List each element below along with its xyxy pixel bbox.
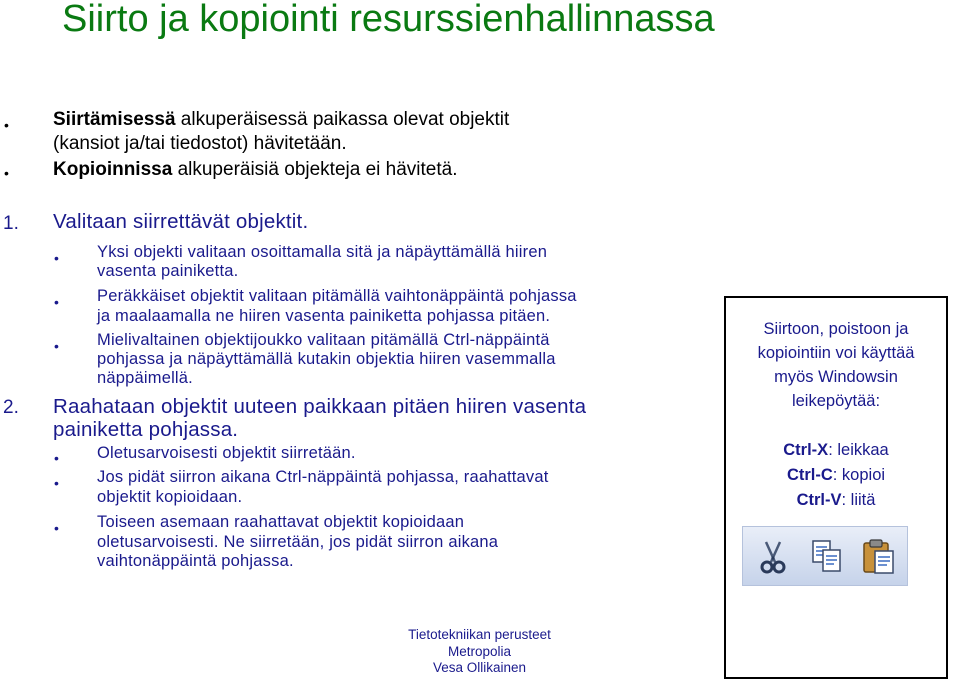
intro-1-keyword: Siirtämisessä [53, 109, 176, 130]
sidebox-line-4: leikepöytää: [791, 392, 881, 410]
sidebox-line-1: Siirtoon, poistoon ja [763, 320, 909, 338]
intro-1-line-2: (kansiot ja/tai tiedostot) hävitetään. [53, 133, 347, 154]
bullet-dot: • [54, 450, 59, 466]
step-1-bullet-1-line-2: vasenta painiketta. [97, 262, 239, 280]
bullet-dot: • [4, 117, 9, 133]
bullet-dot: • [54, 475, 59, 491]
bullet-dot: • [54, 338, 59, 354]
shortcut-copy [726, 466, 946, 485]
bullet-dot: • [4, 165, 9, 181]
step-2-heading-line-2: painiketta pohjassa. [53, 418, 239, 441]
step-2-heading-line-1: Raahataan objektit uuteen paikkaan pitäen hiiren vasenta [53, 395, 587, 418]
step-1-bullet-3-line-2: pohjassa ja näpäyttämällä kutakin objektia hiiren vasemmalla [97, 350, 556, 368]
shortcut-copy-action: : kopioi [832, 466, 886, 484]
paste-icon[interactable] [859, 537, 899, 577]
step-1-number: 1. [3, 213, 19, 234]
step-1-bullet-3-line-1: Mielivaltainen objektijoukko valitaan pitämällä Ctrl-näppäintä [97, 331, 550, 349]
step-2-bullet-3-line-3: vaihtonäppäintä pohjassa. [97, 552, 294, 570]
shortcut-paste-key: Ctrl-V [796, 491, 842, 509]
shortcut-cut-key: Ctrl-X [783, 441, 829, 459]
bullet-dot: • [54, 520, 59, 536]
sidebox-line-2: kopiointiin voi käyttää [757, 344, 915, 362]
step-2-bullet-2-line-1: Jos pidät siirron aikana Ctrl-näppäintä pohjassa, raahattavat [97, 468, 549, 486]
shortcut-cut-action: : leikkaa [828, 441, 889, 459]
intro-1-text: alkuperäisessä paikassa olevat objektit [175, 109, 510, 130]
clipboard-info-box [724, 296, 948, 679]
footer-school: Metropolia [447, 644, 512, 659]
footer-author: Vesa Ollikainen [432, 660, 527, 675]
shortcut-paste [726, 491, 946, 510]
step-1-bullet-3-line-3: näppäimellä. [97, 369, 193, 387]
step-2-bullet-2-line-2: objektit kopioidaan. [97, 488, 243, 506]
intro-1-line-1 [53, 109, 509, 131]
step-1-bullet-2-line-2: ja maalaamalla ne hiiren vasenta painiketta pohjassa pitäen. [97, 307, 551, 325]
clipboard-toolbar [742, 526, 908, 586]
step-2-bullet-3-line-2: oletusarvoisesti. Ne siirretään, jos pidät siirron aikana [97, 533, 499, 551]
scissors-icon[interactable] [753, 537, 793, 577]
intro-2-line-1 [53, 159, 457, 181]
bullet-dot: • [54, 250, 59, 266]
sidebox-line-3: myös Windowsin [774, 368, 898, 386]
shortcut-cut [726, 441, 946, 460]
footer-course: Tietotekniikan perusteet [408, 627, 551, 642]
step-2-bullet-1-line-1: Oletusarvoisesti objektit siirretään. [97, 444, 356, 462]
step-1-bullet-2-line-1: Peräkkäiset objektit valitaan pitämällä vaihtonäppäintä pohjassa [97, 287, 577, 305]
shortcut-paste-action: : liitä [841, 491, 876, 509]
intro-2-text: alkuperäisiä objekteja ei hävitetä. [172, 159, 458, 180]
step-1-bullet-1-line-1: Yksi objekti valitaan osoittamalla sitä ja näpäyttämällä hiiren [97, 243, 548, 261]
step-2-bullet-3-line-1: Toiseen asemaan raahattavat objektit kopioidaan [97, 513, 465, 531]
step-2-number: 2. [3, 397, 19, 418]
intro-2-keyword: Kopioinnissa [53, 159, 173, 180]
copy-icon[interactable] [807, 537, 847, 577]
shortcut-copy-key: Ctrl-C [786, 466, 833, 484]
step-1-heading: Valitaan siirrettävät objektit. [53, 210, 309, 233]
bullet-dot: • [54, 294, 59, 310]
page-title: Siirto ja kopiointi resurssienhallinnassa [62, 0, 715, 40]
